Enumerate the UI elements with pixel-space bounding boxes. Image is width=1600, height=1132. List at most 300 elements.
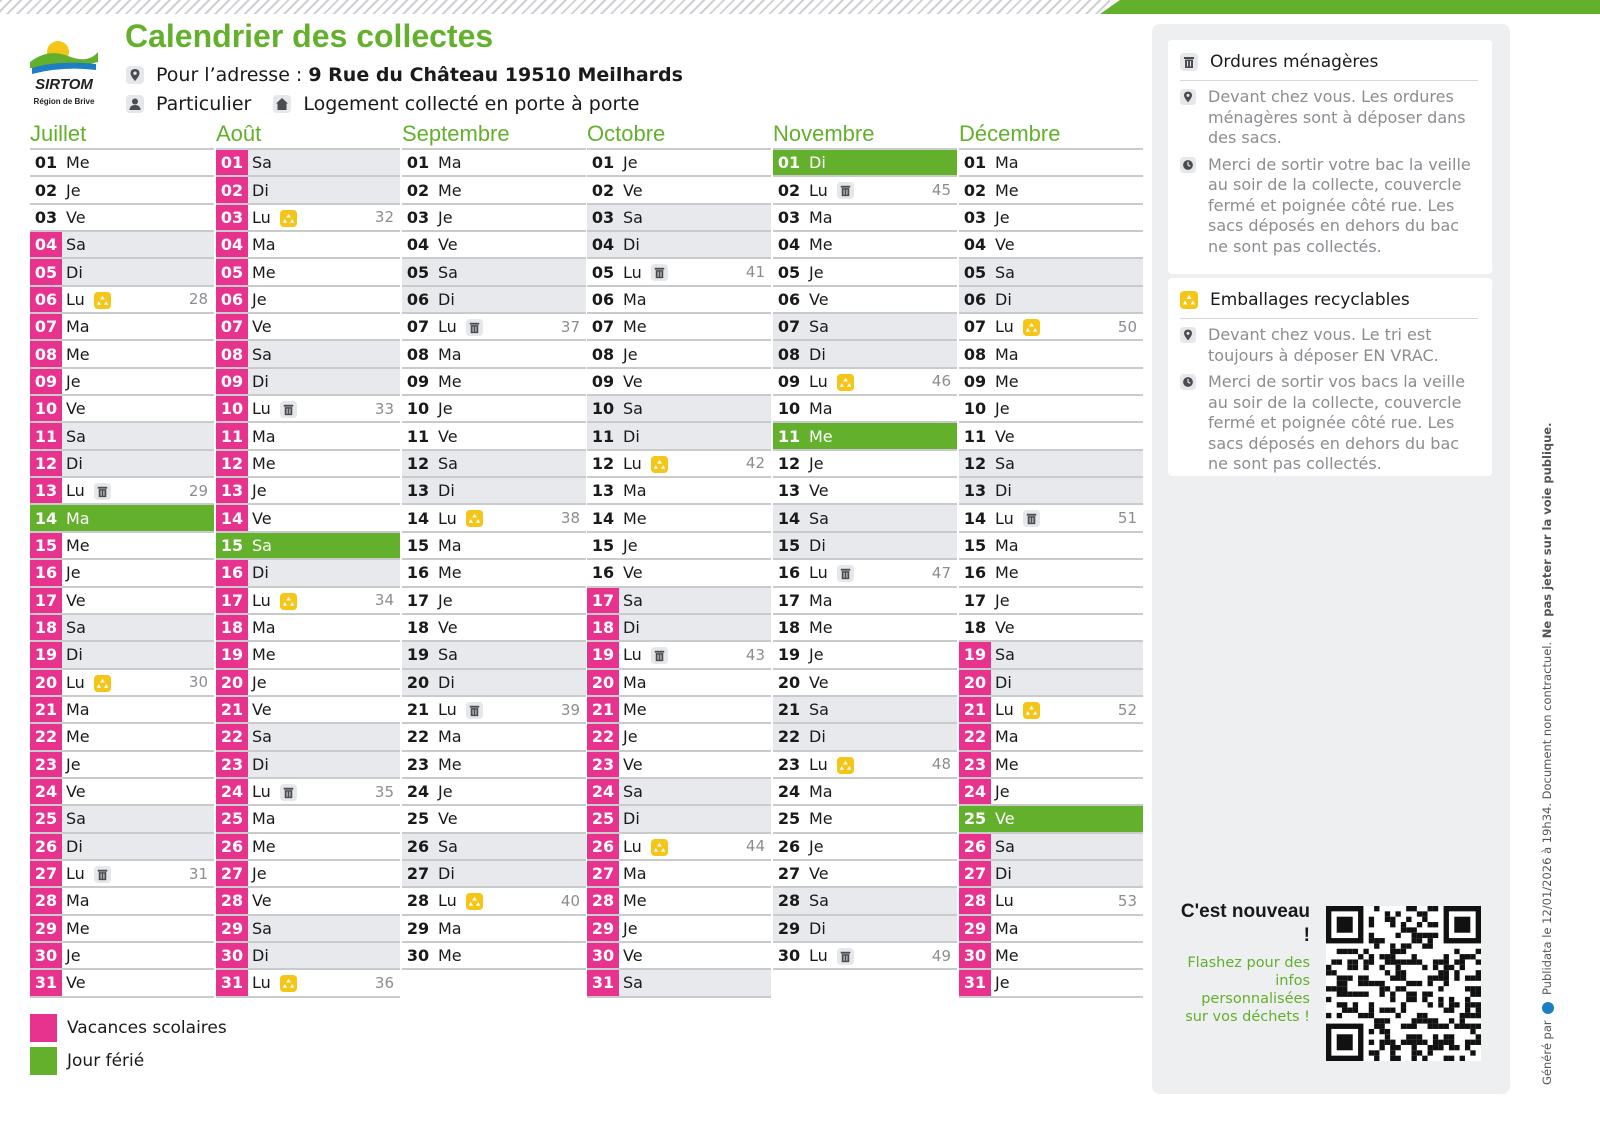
day-row — [587, 779, 771, 806]
day-row — [959, 369, 1143, 396]
day-row — [402, 341, 586, 368]
trash-bin-icon — [837, 182, 854, 199]
day-row — [959, 615, 1143, 642]
day-row — [587, 888, 771, 915]
month-column — [30, 122, 214, 998]
publidata-logo-icon — [1542, 1002, 1554, 1014]
weekday: Me — [995, 563, 1019, 583]
week-number: 45 — [931, 181, 951, 200]
day-number: 20 — [587, 670, 619, 695]
day-row — [773, 287, 957, 314]
day-number: 29 — [587, 916, 619, 941]
weekday: Lu — [623, 645, 642, 665]
day-row — [587, 834, 771, 861]
user-type: Particulier — [156, 93, 252, 115]
weekday: Di — [66, 836, 83, 856]
weekday: Ve — [995, 426, 1015, 446]
day-number: 30 — [406, 946, 430, 966]
day-row — [30, 560, 214, 587]
day-row — [402, 779, 586, 806]
weekday: Lu — [66, 481, 85, 501]
weekday: Lu — [809, 180, 828, 200]
trash-bin-icon — [94, 866, 111, 883]
day-row — [30, 205, 214, 232]
day-row — [959, 642, 1143, 669]
day-number: 06 — [591, 289, 615, 309]
day-number: 26 — [406, 836, 430, 856]
trash-bin-icon — [651, 264, 668, 281]
weekday: Lu — [252, 399, 271, 419]
day-row — [216, 150, 400, 177]
weekday: Ve — [623, 946, 643, 966]
day-number: 12 — [216, 451, 248, 476]
month-column — [959, 122, 1143, 998]
day-row — [773, 697, 957, 724]
day-row — [587, 287, 771, 314]
household-where — [1180, 87, 1478, 149]
day-number: 17 — [587, 588, 619, 613]
weekday: Me — [995, 754, 1019, 774]
day-number: 26 — [777, 836, 801, 856]
day-row — [30, 232, 214, 259]
day-row — [959, 888, 1143, 915]
week-number: 50 — [1117, 317, 1137, 336]
weekday: Lu — [252, 782, 271, 802]
day-row — [402, 724, 586, 751]
day-number: 20 — [216, 670, 248, 695]
day-row — [402, 834, 586, 861]
day-number: 08 — [216, 341, 248, 366]
day-row — [587, 232, 771, 259]
day-row — [402, 888, 586, 915]
day-number: 09 — [406, 371, 430, 391]
week-number: 37 — [560, 317, 580, 336]
day-row — [402, 205, 586, 232]
day-row — [30, 478, 214, 505]
day-number: 28 — [959, 888, 991, 913]
month-column — [773, 122, 957, 970]
weekday: Me — [995, 371, 1019, 391]
day-number: 17 — [30, 588, 62, 613]
day-row — [402, 451, 586, 478]
day-row — [587, 478, 771, 505]
day-row — [773, 670, 957, 697]
day-row — [959, 560, 1143, 587]
weekday: Je — [252, 864, 267, 884]
weekday: Ve — [438, 235, 458, 255]
calendar-grid — [30, 122, 1142, 1000]
day-number: 15 — [963, 535, 987, 555]
day-row — [402, 478, 586, 505]
day-number: 11 — [773, 423, 805, 448]
day-number: 03 — [216, 205, 248, 230]
day-number: 29 — [959, 916, 991, 941]
day-row — [773, 943, 957, 970]
day-number: 27 — [777, 864, 801, 884]
day-row — [773, 560, 957, 587]
weekday: Je — [809, 645, 824, 665]
weekday: Ma — [809, 399, 833, 419]
day-number: 02 — [777, 180, 801, 200]
week-number: 51 — [1117, 509, 1137, 528]
day-number: 05 — [406, 262, 430, 282]
month-days — [216, 148, 400, 998]
promo-title: C'est nouveau ! — [1180, 901, 1310, 946]
weekday: Ma — [66, 508, 90, 528]
day-row — [30, 943, 214, 970]
recycling-icon — [1023, 319, 1040, 336]
day-row — [959, 478, 1143, 505]
day-row — [773, 205, 957, 232]
day-number: 27 — [30, 861, 62, 886]
logo-subtitle: Région de Brive — [33, 97, 95, 106]
day-number: 15 — [216, 533, 248, 558]
weekday: Sa — [623, 973, 643, 993]
weekday: Lu — [66, 672, 85, 692]
day-row — [959, 670, 1143, 697]
day-row — [402, 560, 586, 587]
day-row — [587, 341, 771, 368]
day-row — [402, 916, 586, 943]
day-number: 13 — [216, 478, 248, 503]
day-row — [773, 752, 957, 779]
weekday: Sa — [995, 262, 1015, 282]
month-name: Novembre — [773, 121, 875, 146]
weekday: Ma — [623, 864, 647, 884]
weekday: Ve — [809, 672, 829, 692]
weekday: Di — [995, 864, 1012, 884]
weekday: Di — [995, 289, 1012, 309]
day-number: 19 — [959, 642, 991, 667]
day-row — [402, 314, 586, 341]
day-number: 05 — [216, 259, 248, 284]
recycling-where-text: Devant chez vous. Le tri est toujours à déposer EN VRAC. — [1208, 325, 1439, 365]
weekday: Di — [252, 180, 269, 200]
weekday: Di — [66, 645, 83, 665]
weekday: Di — [995, 481, 1012, 501]
weekday: Sa — [809, 317, 829, 337]
day-row — [959, 177, 1143, 204]
weekday: Lu — [252, 590, 271, 610]
day-number: 05 — [963, 262, 987, 282]
house-icon — [273, 95, 291, 113]
weekday: Sa — [438, 453, 458, 473]
day-number: 10 — [406, 399, 430, 419]
day-row — [402, 697, 586, 724]
weekday: Lu — [809, 754, 828, 774]
footer-vertical-text — [1540, 423, 1554, 1085]
weekday: Ve — [66, 973, 86, 993]
day-number: 14 — [591, 508, 615, 528]
day-number: 15 — [406, 535, 430, 555]
day-row — [773, 779, 957, 806]
day-number: 18 — [30, 615, 62, 640]
legend-holiday-label: Jour férié — [67, 1051, 145, 1071]
day-row — [959, 970, 1143, 997]
day-row — [587, 697, 771, 724]
trash-bin-icon — [837, 948, 854, 965]
weekday: Sa — [66, 618, 86, 638]
day-number: 16 — [777, 563, 801, 583]
day-row — [402, 642, 586, 669]
day-row — [587, 396, 771, 423]
weekday: Ve — [438, 426, 458, 446]
day-number: 01 — [773, 150, 805, 175]
day-row — [216, 970, 400, 997]
day-number: 06 — [216, 287, 248, 312]
day-row — [773, 341, 957, 368]
day-number: 31 — [587, 970, 619, 995]
weekday: Ma — [252, 809, 276, 829]
day-row — [959, 533, 1143, 560]
weekday: Me — [623, 700, 647, 720]
day-number: 10 — [963, 399, 987, 419]
day-row — [402, 396, 586, 423]
weekday: Lu — [995, 508, 1014, 528]
day-row — [30, 533, 214, 560]
day-number: 08 — [30, 341, 62, 366]
day-number: 27 — [587, 861, 619, 886]
day-number: 14 — [777, 508, 801, 528]
day-row — [402, 943, 586, 970]
weekday: Je — [995, 399, 1010, 419]
week-number: 48 — [931, 755, 951, 774]
recycling-icon — [94, 675, 111, 692]
day-number: 28 — [587, 888, 619, 913]
day-number: 01 — [963, 153, 987, 173]
weekday: Me — [66, 727, 90, 747]
day-row — [216, 205, 400, 232]
day-number: 18 — [406, 618, 430, 638]
day-number: 29 — [777, 918, 801, 938]
legend-holiday — [30, 1047, 144, 1075]
day-number: 10 — [591, 399, 615, 419]
day-row — [773, 888, 957, 915]
recycling-icon — [466, 510, 483, 527]
day-number: 13 — [591, 481, 615, 501]
weekday: Ve — [995, 235, 1015, 255]
day-number: 06 — [777, 289, 801, 309]
recycling-when — [1180, 372, 1478, 475]
weekday: Lu — [623, 836, 642, 856]
day-row — [959, 697, 1143, 724]
day-number: 03 — [34, 207, 58, 227]
day-number: 31 — [959, 970, 991, 995]
day-row — [402, 150, 586, 177]
person-icon — [126, 95, 144, 113]
day-row — [587, 752, 771, 779]
weekday: Di — [809, 344, 826, 364]
weekday: Lu — [809, 563, 828, 583]
weekday: Me — [995, 180, 1019, 200]
day-number: 09 — [30, 369, 62, 394]
day-row — [587, 588, 771, 615]
weekday: Ma — [66, 891, 90, 911]
day-number: 25 — [30, 806, 62, 831]
recycling-title: Emballages recyclables — [1210, 290, 1410, 310]
weekday: Sa — [995, 645, 1015, 665]
day-number: 11 — [216, 423, 248, 448]
day-number: 12 — [30, 451, 62, 476]
sirtom-logo — [28, 38, 100, 114]
day-number: 08 — [777, 344, 801, 364]
weekday: Di — [438, 289, 455, 309]
day-row — [587, 560, 771, 587]
day-number: 11 — [30, 423, 62, 448]
weekday: Ve — [252, 317, 272, 337]
week-number: 42 — [745, 454, 765, 473]
day-row — [402, 369, 586, 396]
weekday: Ma — [252, 426, 276, 446]
weekday: Ve — [66, 590, 86, 610]
week-number: 36 — [374, 973, 394, 992]
weekday: Je — [623, 727, 638, 747]
weekday: Je — [809, 262, 824, 282]
day-number: 16 — [216, 560, 248, 585]
day-number: 25 — [406, 809, 430, 829]
day-row — [216, 232, 400, 259]
weekday: Ma — [995, 918, 1019, 938]
day-row — [587, 259, 771, 286]
month-name: Août — [216, 121, 262, 146]
day-row — [402, 752, 586, 779]
day-row — [773, 259, 957, 286]
day-row — [216, 861, 400, 888]
day-row — [959, 341, 1143, 368]
day-number: 24 — [777, 782, 801, 802]
recycling-card — [1168, 278, 1492, 476]
day-row — [216, 505, 400, 532]
day-number: 11 — [963, 426, 987, 446]
week-number: 53 — [1117, 891, 1137, 910]
day-number: 18 — [587, 615, 619, 640]
weekday: Ve — [252, 508, 272, 528]
day-number: 21 — [30, 697, 62, 722]
day-row — [959, 314, 1143, 341]
qr-code[interactable] — [1326, 906, 1481, 1061]
week-number: 49 — [931, 946, 951, 965]
day-number: 20 — [406, 672, 430, 692]
weekday: Lu — [995, 700, 1014, 720]
day-number: 04 — [406, 235, 430, 255]
day-row — [30, 916, 214, 943]
day-number: 18 — [777, 618, 801, 638]
day-row — [216, 752, 400, 779]
day-number: 26 — [30, 834, 62, 859]
day-number: 27 — [216, 861, 248, 886]
recycling-icon — [280, 593, 297, 610]
recycling-icon — [466, 893, 483, 910]
weekday: Ve — [623, 563, 643, 583]
recycling-icon — [651, 456, 668, 473]
recycling-when-text: Merci de sortir vos bacs la veille au soir de la collecte, couvercle fermé et poignée côté rue. Les sacs déposés en dehors du bac ne sont pas collectés. — [1208, 372, 1466, 473]
page-title: Calendrier des collectes — [125, 18, 494, 54]
day-row — [773, 232, 957, 259]
profile-line — [126, 93, 639, 115]
weekday: Ma — [995, 153, 1019, 173]
week-number: 32 — [374, 208, 394, 227]
weekday: Ma — [995, 727, 1019, 747]
weekday: Sa — [623, 399, 643, 419]
day-row — [587, 615, 771, 642]
day-row — [216, 806, 400, 833]
week-number: 28 — [188, 290, 208, 309]
day-number: 19 — [587, 642, 619, 667]
household-waste-title: Ordures ménagères — [1210, 52, 1379, 72]
trash-bin-icon — [94, 483, 111, 500]
weekday: Sa — [809, 508, 829, 528]
day-number: 02 — [406, 180, 430, 200]
brand-name: Publidata — [1540, 941, 1554, 996]
weekday: Sa — [809, 700, 829, 720]
weekday: Lu — [252, 973, 271, 993]
day-row — [216, 341, 400, 368]
holiday-swatch — [30, 1047, 57, 1075]
day-row — [773, 642, 957, 669]
day-row — [216, 314, 400, 341]
day-number: 13 — [30, 478, 62, 503]
week-number: 35 — [374, 782, 394, 801]
weekday: Di — [809, 727, 826, 747]
generated-by: Généré par — [1540, 1020, 1554, 1085]
weekday: Di — [809, 918, 826, 938]
day-number: 20 — [777, 672, 801, 692]
weekday: Je — [995, 973, 1010, 993]
recycling-icon — [651, 839, 668, 856]
day-number: 24 — [959, 779, 991, 804]
day-row — [587, 505, 771, 532]
day-number: 07 — [777, 317, 801, 337]
day-number: 21 — [959, 697, 991, 722]
day-number: 09 — [963, 371, 987, 391]
weekday: Lu — [66, 289, 85, 309]
week-number: 46 — [931, 372, 951, 391]
day-row — [216, 916, 400, 943]
day-row — [773, 533, 957, 560]
month-days — [959, 148, 1143, 998]
weekday: Me — [66, 344, 90, 364]
weekday: Me — [995, 946, 1019, 966]
day-number: 23 — [959, 752, 991, 777]
legend-vacation-label: Vacances scolaires — [67, 1018, 227, 1038]
day-number: 27 — [959, 861, 991, 886]
weekday: Ma — [438, 153, 462, 173]
collection-mode: Logement collecté en porte à porte — [303, 93, 640, 115]
day-number: 07 — [30, 314, 62, 339]
day-row — [30, 779, 214, 806]
weekday: Je — [252, 289, 267, 309]
day-number: 09 — [216, 369, 248, 394]
public-notice: Ne pas jeter sur la voie publique. — [1540, 422, 1554, 639]
day-row — [959, 423, 1143, 450]
day-row — [773, 150, 957, 177]
recycling-icon — [837, 757, 854, 774]
day-row — [959, 724, 1143, 751]
day-row — [402, 287, 586, 314]
weekday: Je — [252, 481, 267, 501]
day-row — [216, 834, 400, 861]
day-number: 01 — [591, 153, 615, 173]
weekday: Me — [66, 918, 90, 938]
month-name: Octobre — [587, 121, 666, 146]
day-number: 17 — [777, 590, 801, 610]
weekday: Me — [252, 453, 276, 473]
recycling-where — [1180, 325, 1478, 366]
weekday: Me — [809, 235, 833, 255]
recycling-icon — [94, 292, 111, 309]
day-row — [773, 615, 957, 642]
weekday: Je — [66, 946, 81, 966]
